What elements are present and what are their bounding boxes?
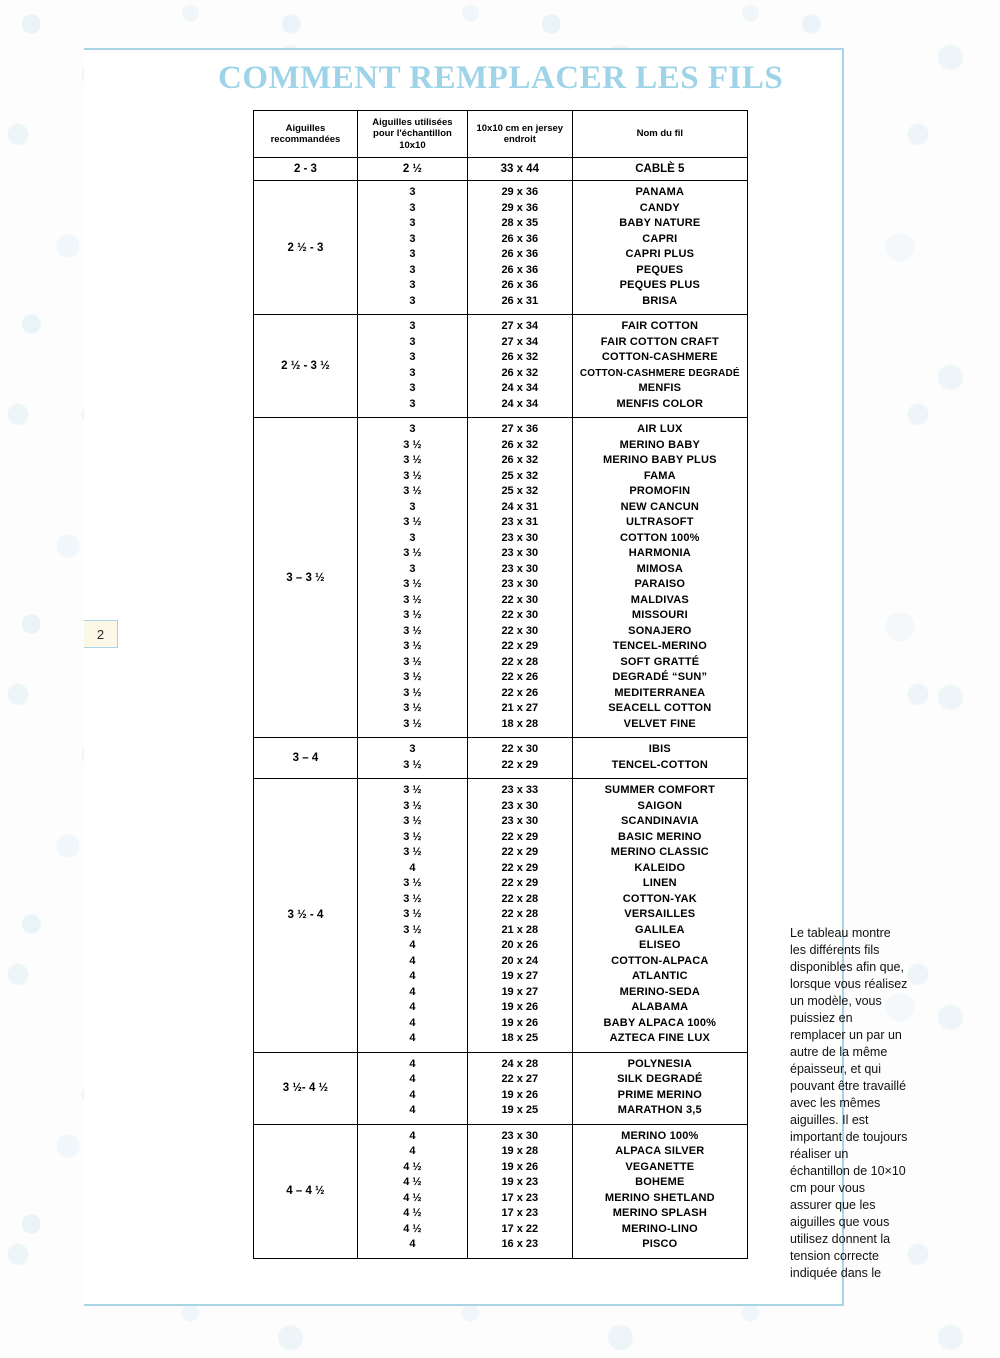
yarn-name: VEGANETTE xyxy=(625,1160,695,1173)
table-row xyxy=(254,418,748,738)
yarn-name-list xyxy=(572,181,747,315)
yarn-name-list xyxy=(572,738,747,779)
swatch-size: 22 x 26 xyxy=(501,686,539,699)
yarn-name: COTTON 100% xyxy=(620,531,700,544)
yarn-name: POLYNESIA xyxy=(627,1057,692,1070)
page-number-tab xyxy=(84,620,118,648)
table-row xyxy=(254,1052,748,1124)
yarn-name: HARMONIA xyxy=(628,547,691,560)
needle-used: 3 ½ xyxy=(403,624,422,637)
group-recommended-needles: 4 – 4 ½ xyxy=(254,1124,358,1258)
swatch-size: 23 x 30 xyxy=(501,562,539,575)
swatch-size: 22 x 28 xyxy=(501,655,539,668)
swatch-size: 27 x 34 xyxy=(501,320,539,333)
swatch-size-list xyxy=(467,181,572,315)
swatch-size-list xyxy=(467,418,572,738)
needle-used: 3 xyxy=(409,186,416,199)
needles-used-list xyxy=(357,1124,467,1258)
yarn-name: ELISEO xyxy=(639,939,681,952)
yarn-name: MERINO BABY PLUS xyxy=(603,454,717,467)
yarn-name: BABY NATURE xyxy=(619,217,701,230)
swatch-size: 22 x 30 xyxy=(501,593,539,606)
swatch-size: 19 x 25 xyxy=(501,1104,539,1117)
side-note-text: Le tableau montre les différents fils disponibles afin que, lorsque vous réalisez un modèle, vous puissiez en remplacer un par un autre de la même épaisseur, et qui pouvant être travaillé avec les mêmes aiguilles. Il est important de toujours réaliser un échantillon de 10×10 cm pour vous assurer que les aiguilles que vous utilisez donnent la tension correcte indiquée dans le xyxy=(790,926,908,1280)
swatch-size: 17 x 23 xyxy=(501,1207,539,1220)
swatch-size: 23 x 30 xyxy=(501,799,539,812)
swatch-size: 18 x 25 xyxy=(501,1032,539,1045)
yarn-name: SUMMER COMFORT xyxy=(604,784,715,797)
swatch-size: 23 x 30 xyxy=(501,547,539,560)
yarn-name-list xyxy=(572,418,747,738)
header-needles-used: Aiguilles utilisées pour l'échantillon 10x10 xyxy=(357,111,467,158)
needle-used: 3 xyxy=(409,279,416,292)
swatch-size: 22 x 29 xyxy=(501,877,539,890)
needle-used: 3 ½ xyxy=(403,640,422,653)
needle-used: 4 ½ xyxy=(403,1222,422,1235)
yarn-name: MERINO CLASSIC xyxy=(610,846,709,859)
swatch-size: 18 x 28 xyxy=(501,717,539,730)
swatch-size: 23 x 30 xyxy=(501,578,539,591)
swatch-size: 19 x 23 xyxy=(501,1176,539,1189)
swatch-size: 26 x 36 xyxy=(501,248,539,261)
swatch-size: 29 x 36 xyxy=(501,186,539,199)
table-row xyxy=(254,181,748,315)
yarn-name: TENCEL-MERINO xyxy=(612,640,707,653)
yarn-name: SAIGON xyxy=(637,799,683,812)
swatch-size: 19 x 26 xyxy=(501,1016,539,1029)
swatch-size: 22 x 29 xyxy=(501,640,539,653)
swatch-size: 25 x 32 xyxy=(501,469,539,482)
swatch-size: 28 x 35 xyxy=(501,217,539,230)
swatch-size: 19 x 26 xyxy=(501,1088,539,1101)
needle-used: 3 ½ xyxy=(403,799,422,812)
needle-used: 3 ½ xyxy=(403,578,422,591)
swatch-size: 26 x 36 xyxy=(501,263,539,276)
needles-used-list xyxy=(357,1052,467,1124)
group-recommended-needles: 3 ½ - 4 xyxy=(254,779,358,1053)
needle-used: 3 ½ xyxy=(403,593,422,606)
swatch-size: 27 x 36 xyxy=(501,423,539,436)
swatch-size: 23 x 31 xyxy=(501,516,539,529)
swatch-size: 24 x 34 xyxy=(501,397,539,410)
swatch-size: 19 x 27 xyxy=(501,970,539,983)
swatch-size: 19 x 26 xyxy=(501,1160,539,1173)
yarn-name: MALDIVAS xyxy=(630,593,689,606)
yarn-name: COTTON-CASHMERE xyxy=(601,351,718,364)
needle-used: 4 xyxy=(409,1238,416,1251)
yarn-name: SEACELL COTTON xyxy=(608,702,712,715)
yarn-name: BABY ALPACA 100% xyxy=(603,1016,717,1029)
needle-used: 3 ½ xyxy=(403,485,422,498)
yarn-name: FAIR COTTON xyxy=(621,320,699,333)
needle-used: 3 ½ xyxy=(403,516,422,529)
yarn-name: SILK DEGRADÉ xyxy=(617,1073,703,1086)
needle-used: 4 xyxy=(409,985,416,998)
yarn-name: PROMOFIN xyxy=(629,485,691,498)
needles-used-list xyxy=(357,315,467,418)
swatch-size: 21 x 28 xyxy=(501,923,539,936)
yarn-name: TENCEL-COTTON xyxy=(611,758,709,771)
swatch-size: 19 x 26 xyxy=(501,1001,539,1014)
needle-used: 3 ½ xyxy=(403,655,422,668)
needle-used: 3 ½ xyxy=(403,547,422,560)
swatch-size: 29 x 36 xyxy=(501,201,539,214)
yarn-name: CAPRI PLUS xyxy=(625,248,695,261)
table-row xyxy=(254,158,748,181)
needle-used: 3 ½ xyxy=(403,671,422,684)
swatch-size: 26 x 32 xyxy=(501,454,539,467)
yarn-name-list xyxy=(572,315,747,418)
group-recommended-needles: 2 ½ - 3 xyxy=(254,181,358,315)
needle-used: 3 xyxy=(409,232,416,245)
table-head xyxy=(254,111,748,158)
swatch-size: 22 x 29 xyxy=(501,861,539,874)
needle-used: 4 ½ xyxy=(403,1207,422,1220)
yarn-name: CAPRI xyxy=(642,232,678,245)
yarn-name: FAIR COTTON CRAFT xyxy=(600,335,719,348)
needle-used: 4 xyxy=(409,1073,416,1086)
needle-used: 3 xyxy=(409,423,416,436)
needle-used: 3 xyxy=(409,397,416,410)
needles-used-list xyxy=(357,738,467,779)
needle-used: 4 xyxy=(409,1032,416,1045)
table-header-row xyxy=(254,111,748,158)
group-recommended-needles: 3 – 4 xyxy=(254,738,358,779)
swatch-size: 23 x 30 xyxy=(501,531,539,544)
yarn-name: CABLÈ 5 xyxy=(572,158,747,181)
group-recommended-needles: 3 ½- 4 ½ xyxy=(254,1052,358,1124)
needle-used: 3 xyxy=(409,248,416,261)
swatch-size: 24 x 31 xyxy=(501,500,539,513)
yarn-name: ULTRASOFT xyxy=(626,516,694,529)
yarn-name: DEGRADÉ “SUN” xyxy=(612,671,708,684)
yarn-name: SCANDINAVIA xyxy=(620,815,699,828)
needle-used: 3 xyxy=(409,366,416,379)
swatch-size: 26 x 32 xyxy=(501,366,539,379)
page-number: 2 xyxy=(96,626,105,642)
yarn-name: ALPACA SILVER xyxy=(615,1145,705,1158)
swatch-size: 26 x 32 xyxy=(501,438,539,451)
swatch-size: 24 x 34 xyxy=(501,382,539,395)
yarn-name: PEQUES PLUS xyxy=(619,279,701,292)
yarn-name-list xyxy=(572,1124,747,1258)
yarn-name: VERSAILLES xyxy=(624,908,696,921)
swatch-size: 23 x 33 xyxy=(501,784,539,797)
yarn-name: CANDY xyxy=(639,201,680,214)
needle-used: 3 ½ xyxy=(403,469,422,482)
yarn-name: BOHEME xyxy=(635,1176,685,1189)
swatch-size: 26 x 36 xyxy=(501,232,539,245)
yarn-name: KALEIDO xyxy=(634,861,686,874)
needle-used: 3 ½ xyxy=(403,609,422,622)
yarn-name: NEW CANCUN xyxy=(620,500,700,513)
header-yarn-name: Nom du fil xyxy=(572,111,747,158)
yarn-name: SONAJERO xyxy=(628,624,692,637)
yarn-name: MERINO-SEDA xyxy=(619,985,701,998)
swatch-size: 17 x 22 xyxy=(501,1222,539,1235)
swatch-size-list xyxy=(467,779,572,1053)
yarn-name: COTTON-CASHMERE DEGRADÉ xyxy=(579,367,740,379)
swatch-size-list xyxy=(467,1052,572,1124)
yarn-name: PANAMA xyxy=(635,186,685,199)
swatch-size: 22 x 29 xyxy=(501,830,539,843)
needle-used: 4 xyxy=(409,1145,416,1158)
swatch-size: 22 x 30 xyxy=(501,624,539,637)
yarn-name: GALILEA xyxy=(634,923,685,936)
needle-used: 3 ½ xyxy=(403,877,422,890)
needle-used: 3 xyxy=(409,562,416,575)
group-recommended-needles: 2 - 3 xyxy=(254,158,358,181)
yarn-name: MEDITERRANEA xyxy=(614,686,706,699)
group-recommended-needles: 2 ½ - 3 ½ xyxy=(254,315,358,418)
yarn-name: BRISA xyxy=(642,294,678,307)
swatch-size: 27 x 34 xyxy=(501,335,539,348)
needle-used: 2 ½ xyxy=(357,158,467,181)
yarn-name-list xyxy=(572,1052,747,1124)
yarn-name: MERINO SHETLAND xyxy=(604,1191,715,1204)
yarn-name: LINEN xyxy=(642,877,677,890)
yarn-name: MENFIS xyxy=(638,382,682,395)
yarn-name: ALABAMA xyxy=(631,1001,689,1014)
needle-used: 3 xyxy=(409,263,416,276)
needle-used: 4 xyxy=(409,1001,416,1014)
table-body xyxy=(254,158,748,1259)
swatch-size: 23 x 30 xyxy=(501,815,539,828)
needle-used: 3 ½ xyxy=(403,923,422,936)
needle-used: 3 xyxy=(409,201,416,214)
yarn-name: SOFT GRATTÉ xyxy=(620,655,700,668)
header-swatch-size: 10x10 cm en jersey endroit xyxy=(467,111,572,158)
needle-used: 3 ½ xyxy=(403,815,422,828)
yarn-name: PRIME MERINO xyxy=(617,1088,702,1101)
needle-used: 3 ½ xyxy=(403,702,422,715)
yarn-name: MERINO SPLASH xyxy=(612,1207,707,1220)
swatch-size: 22 x 28 xyxy=(501,908,539,921)
table-row xyxy=(254,738,748,779)
needle-used: 4 xyxy=(409,954,416,967)
needle-used: 4 xyxy=(409,1057,416,1070)
swatch-size: 20 x 26 xyxy=(501,939,539,952)
swatch-size: 22 x 26 xyxy=(501,671,539,684)
needle-used: 3 ½ xyxy=(403,454,422,467)
needle-used: 3 xyxy=(409,743,416,756)
needle-used: 4 xyxy=(409,970,416,983)
yarn-name: COTTON-YAK xyxy=(622,892,697,905)
swatch-size: 22 x 29 xyxy=(501,846,539,859)
yarn-name: COTTON-ALPACA xyxy=(611,954,709,967)
needle-used: 4 ½ xyxy=(403,1176,422,1189)
needle-used: 4 xyxy=(409,1016,416,1029)
needles-used-list xyxy=(357,181,467,315)
needle-used: 3 ½ xyxy=(403,892,422,905)
needle-used: 3 ½ xyxy=(403,758,422,771)
swatch-size: 21 x 27 xyxy=(501,702,539,715)
yarn-name: AIR LUX xyxy=(637,423,683,436)
swatch-size: 16 x 23 xyxy=(501,1238,539,1251)
table-row xyxy=(254,315,748,418)
yarn-name: PISCO xyxy=(642,1238,678,1251)
swatch-size: 26 x 36 xyxy=(501,279,539,292)
needle-used: 3 ½ xyxy=(403,846,422,859)
yarn-name: MARATHON 3,5 xyxy=(617,1104,702,1117)
yarn-name-list xyxy=(572,779,747,1053)
needle-used: 3 xyxy=(409,320,416,333)
swatch-size: 26 x 31 xyxy=(501,294,539,307)
swatch-size: 22 x 30 xyxy=(501,743,539,756)
swatch-size: 26 x 32 xyxy=(501,351,539,364)
yarn-name: AZTECA FINE LUX xyxy=(609,1032,711,1045)
needles-used-list xyxy=(357,418,467,738)
swatch-size: 22 x 30 xyxy=(501,609,539,622)
needle-used: 4 xyxy=(409,1088,416,1101)
swatch-size: 22 x 29 xyxy=(501,758,539,771)
swatch-size: 19 x 27 xyxy=(501,985,539,998)
needle-used: 3 xyxy=(409,294,416,307)
yarn-name: MENFIS COLOR xyxy=(616,397,704,410)
yarn-name: IBIS xyxy=(648,743,671,756)
needle-used: 3 ½ xyxy=(403,717,422,730)
group-recommended-needles: 3 – 3 ½ xyxy=(254,418,358,738)
yarn-name: MISSOURI xyxy=(631,609,688,622)
swatch-size: 17 x 23 xyxy=(501,1191,539,1204)
needle-used: 3 ½ xyxy=(403,830,422,843)
header-recommended-needles: Aiguilles recommandées xyxy=(254,111,358,158)
yarn-name: MERINO-LINO xyxy=(621,1222,698,1235)
yarn-name: VELVET FINE xyxy=(623,717,696,730)
needle-used: 3 xyxy=(409,351,416,364)
yarn-name: PEQUES xyxy=(636,263,684,276)
swatch-size-list xyxy=(467,738,572,779)
swatch-size: 22 x 27 xyxy=(501,1073,539,1086)
swatch-size-list xyxy=(467,315,572,418)
yarn-name: BASIC MERINO xyxy=(617,830,702,843)
swatch-size-list xyxy=(467,1124,572,1258)
yarn-name: FAMA xyxy=(643,469,676,482)
needle-used: 4 xyxy=(409,1129,416,1142)
needle-used: 3 xyxy=(409,217,416,230)
needle-used: 3 ½ xyxy=(403,438,422,451)
yarn-name: PARAISO xyxy=(634,578,686,591)
needle-used: 4 xyxy=(409,939,416,952)
swatch-size: 20 x 24 xyxy=(501,954,539,967)
needle-used: 3 xyxy=(409,500,416,513)
needle-used: 4 ½ xyxy=(403,1160,422,1173)
needle-used: 3 xyxy=(409,382,416,395)
needle-used: 3 ½ xyxy=(403,784,422,797)
yarn-substitution-table xyxy=(253,110,748,1259)
yarn-name: MIMOSA xyxy=(636,562,684,575)
swatch-size: 25 x 32 xyxy=(501,485,539,498)
needle-used: 4 ½ xyxy=(403,1191,422,1204)
needles-used-list xyxy=(357,779,467,1053)
needle-used: 3 xyxy=(409,531,416,544)
yarn-name: MERINO 100% xyxy=(621,1129,699,1142)
swatch-size: 22 x 28 xyxy=(501,892,539,905)
needle-used: 4 xyxy=(409,861,416,874)
swatch-size: 24 x 28 xyxy=(501,1057,539,1070)
needle-used: 3 ½ xyxy=(403,908,422,921)
needle-used: 3 ½ xyxy=(403,686,422,699)
needle-used: 3 xyxy=(409,335,416,348)
yarn-name: MERINO BABY xyxy=(619,438,701,451)
page-title: COMMENT REMPLACER LES FILS xyxy=(218,60,784,96)
table-row xyxy=(254,779,748,1053)
table-row xyxy=(254,1124,748,1258)
yarn-name: ATLANTIC xyxy=(631,970,688,983)
swatch-size: 19 x 28 xyxy=(501,1145,539,1158)
swatch-size: 23 x 30 xyxy=(501,1129,539,1142)
swatch-size: 33 x 44 xyxy=(467,158,572,181)
needle-used: 4 xyxy=(409,1104,416,1117)
